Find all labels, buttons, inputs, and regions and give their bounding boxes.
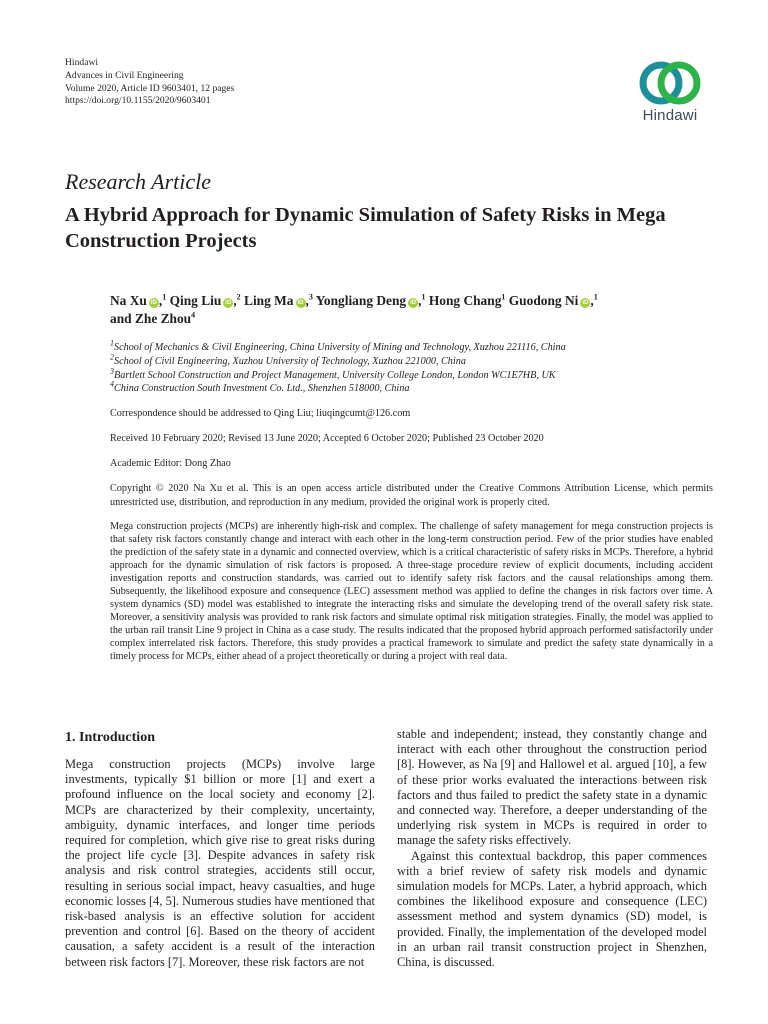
author-name: Na Xu [110,293,147,308]
affiliation-text: School of Civil Engineering, Xuzhou University of Technology, Xuzhou 221000, China [114,355,466,367]
author-name: Yongliang Deng [315,293,407,308]
affiliation-number: 2 [110,352,114,362]
author-separator: , [418,293,422,308]
publication-dates: Received 10 February 2020; Revised 13 June 2020; Accepted 6 October 2020; Published 23 October 2020 [110,433,544,444]
journal-meta [65,57,234,108]
journal-name: Advances in Civil Engineering [65,69,184,81]
copyright-notice: Copyright © 2020 Na Xu et al. This is an open access article distributed under the Creative Commons Attribution License, which permits unrestricted use, distribution, and reproduction in any medium, provided the original work is properly cited. [110,483,713,508]
affiliation-number: 3 [110,366,114,376]
author [244,293,313,308]
affiliation-marker: 1 [501,292,506,302]
author-name: and Zhe Zhou [110,311,192,326]
author-separator: , [158,293,163,308]
intro-paragraph-1: Mega construction projects (MCPs) involve large investments, typically $1 billion or more [1] and exert a profound influence on the local society and economy [2]. MCPs are characterized by their complexity, uncertainty, ambiguity, dynamic interfaces, and longer time periods required for completion, which give rise to great risks during the project life cycle [3]. Despite advances in safety risk analysis and risk control strategies, accidents still occur, resulting in serious social impact, heavy casualties, and huge economic losses [4, 5]. Numerous studies have mentioned that risk-based analysis is an effective solution for accident prevention and control [6]. Based on the theory of accident causation, a safety accident is a result of the interaction between risk factors [7]. Moreover, these risk factors are not [65,757,375,969]
affiliation-list [110,338,710,396]
doi-link[interactable]: https://doi.org/10.1155/2020/9603401 [65,95,211,107]
affiliation-marker: 1 [162,292,167,302]
affiliation-text: China Construction South Investment Co. Ltd., Shenzhen 518000, China [114,383,410,395]
affiliation [110,366,710,383]
affiliation-marker: 2 [236,292,241,302]
author [509,293,598,308]
correspondence: Correspondence should be addressed to Qing Liu; liuqingcumt@126.com [110,408,411,419]
affiliation [110,338,710,355]
author-name: Qing Liu [169,293,222,308]
hindawi-logo [634,60,706,124]
author [110,293,166,308]
publisher-name: Hindawi [65,57,99,68]
author-name: Guodong Ni [508,293,579,308]
volume-line: Volume 2020, Article ID 9603401, 12 pages [65,82,235,94]
author-name: Ling Ma [244,293,294,308]
hindawi-logo-icon [637,60,703,106]
affiliation-number: 1 [110,338,114,348]
affiliation [110,382,710,396]
affiliation-number: 4 [110,380,114,389]
author [110,311,195,326]
abstract: Mega construction projects (MCPs) are inherently high-risk and complex. The challenge of safety management for mega construction projects is that safety risk factors constantly change and interact with each other in the long-term construction period. Few of the prior studies have enabled the prediction of the safety state in a dynamic and connected overview, which is a critical characteristic of safety risks in MCPs. Therefore, a hybrid approach for the dynamic simulation of risk factors is proposed. A three-stage procedure review of explicit documents, including accident investigation reports and construction standards, was carried out to identify safety risk factors and the causal relationships among them. Subsequently, the likelihood exposure and consequence (LEC) assessment method was applied to define the changes in risk factors over time. A system dynamics (SD) model was established to integrate the interacting risks and simulate the developing trend of the overall safety risk state. Moreover, a sensitivity analysis was provided to rank risk factors and simulate optimal risk mitigation strategies. Finally, the model was applied to the urban rail transit Line 9 project in China as a case study. The results indicated that the proposed hybrid approach performed satisfactorily under complex interrelated risk factors. Therefore, this study provides a practical framework to simulate and predict the safety state dynamically in a timely process for MCPs, either ahead of a project theoretically or during a project with real data. [110,521,713,662]
author-separator: , [305,293,309,308]
intro-paragraph-3: Against this contextual backdrop, this paper commences with a brief review of safety risk models and dynamic simulation models for MCPs. Later, a hybrid approach, which combines the likelihood exposure and consequence (LEC) assessment method and system dynamics (SD) model, is provided. Finally, the implementation of the developed model in an urban rail transit construction project in Shenzhen, China, is discussed. [397,848,707,970]
author [316,293,426,308]
right-column [397,727,707,970]
affiliation-text: Bartlett School Construction and Project Management, University College London, London WC1E7HB, UK [114,369,556,381]
affiliation-marker: 3 [308,292,313,302]
author-list [110,292,710,328]
orcid-icon[interactable]: iD [410,300,417,306]
affiliation-marker: 1 [593,292,598,302]
orcid-icon[interactable]: iD [297,300,304,306]
author [429,293,506,308]
orcid-icon[interactable]: iD [582,300,589,306]
affiliation-marker: 1 [421,292,426,302]
affiliation-marker: 4 [191,310,196,320]
article-title: A Hybrid Approach for Dynamic Simulation of Safety Risks in Mega Construction Projects [65,204,666,252]
left-column [65,729,375,970]
author [170,293,241,308]
author-separator: , [233,293,237,308]
academic-editor: Academic Editor: Dong Zhao [110,458,231,469]
article-type: Research Article [65,169,212,194]
author-name: Hong Chang [428,293,502,308]
orcid-icon[interactable]: iD [225,300,232,306]
orcid-icon[interactable]: iD [150,300,157,306]
affiliation-text: School of Mechanics & Civil Engineering, China University of Mining and Technology, Xuzhou 221116, China [114,342,566,353]
intro-paragraph-2: stable and independent; instead, they constantly change and interact with each other throughout the construction period [8]. However, as Na [9] and Hallowel et al. argued [10], a few of these prior works evaluated the interactions between risk factors and thus failed to predict the safety state in a dynamic and connected way. Therefore, a deeper understanding of the underlying risk system in MCPs is required in order to manage the safety risks effectively. [397,727,707,848]
affiliation [110,352,710,369]
logo-text: Hindawi [642,107,698,124]
section-heading-introduction: 1. Introduction [65,730,155,745]
author-separator: , [590,293,594,308]
